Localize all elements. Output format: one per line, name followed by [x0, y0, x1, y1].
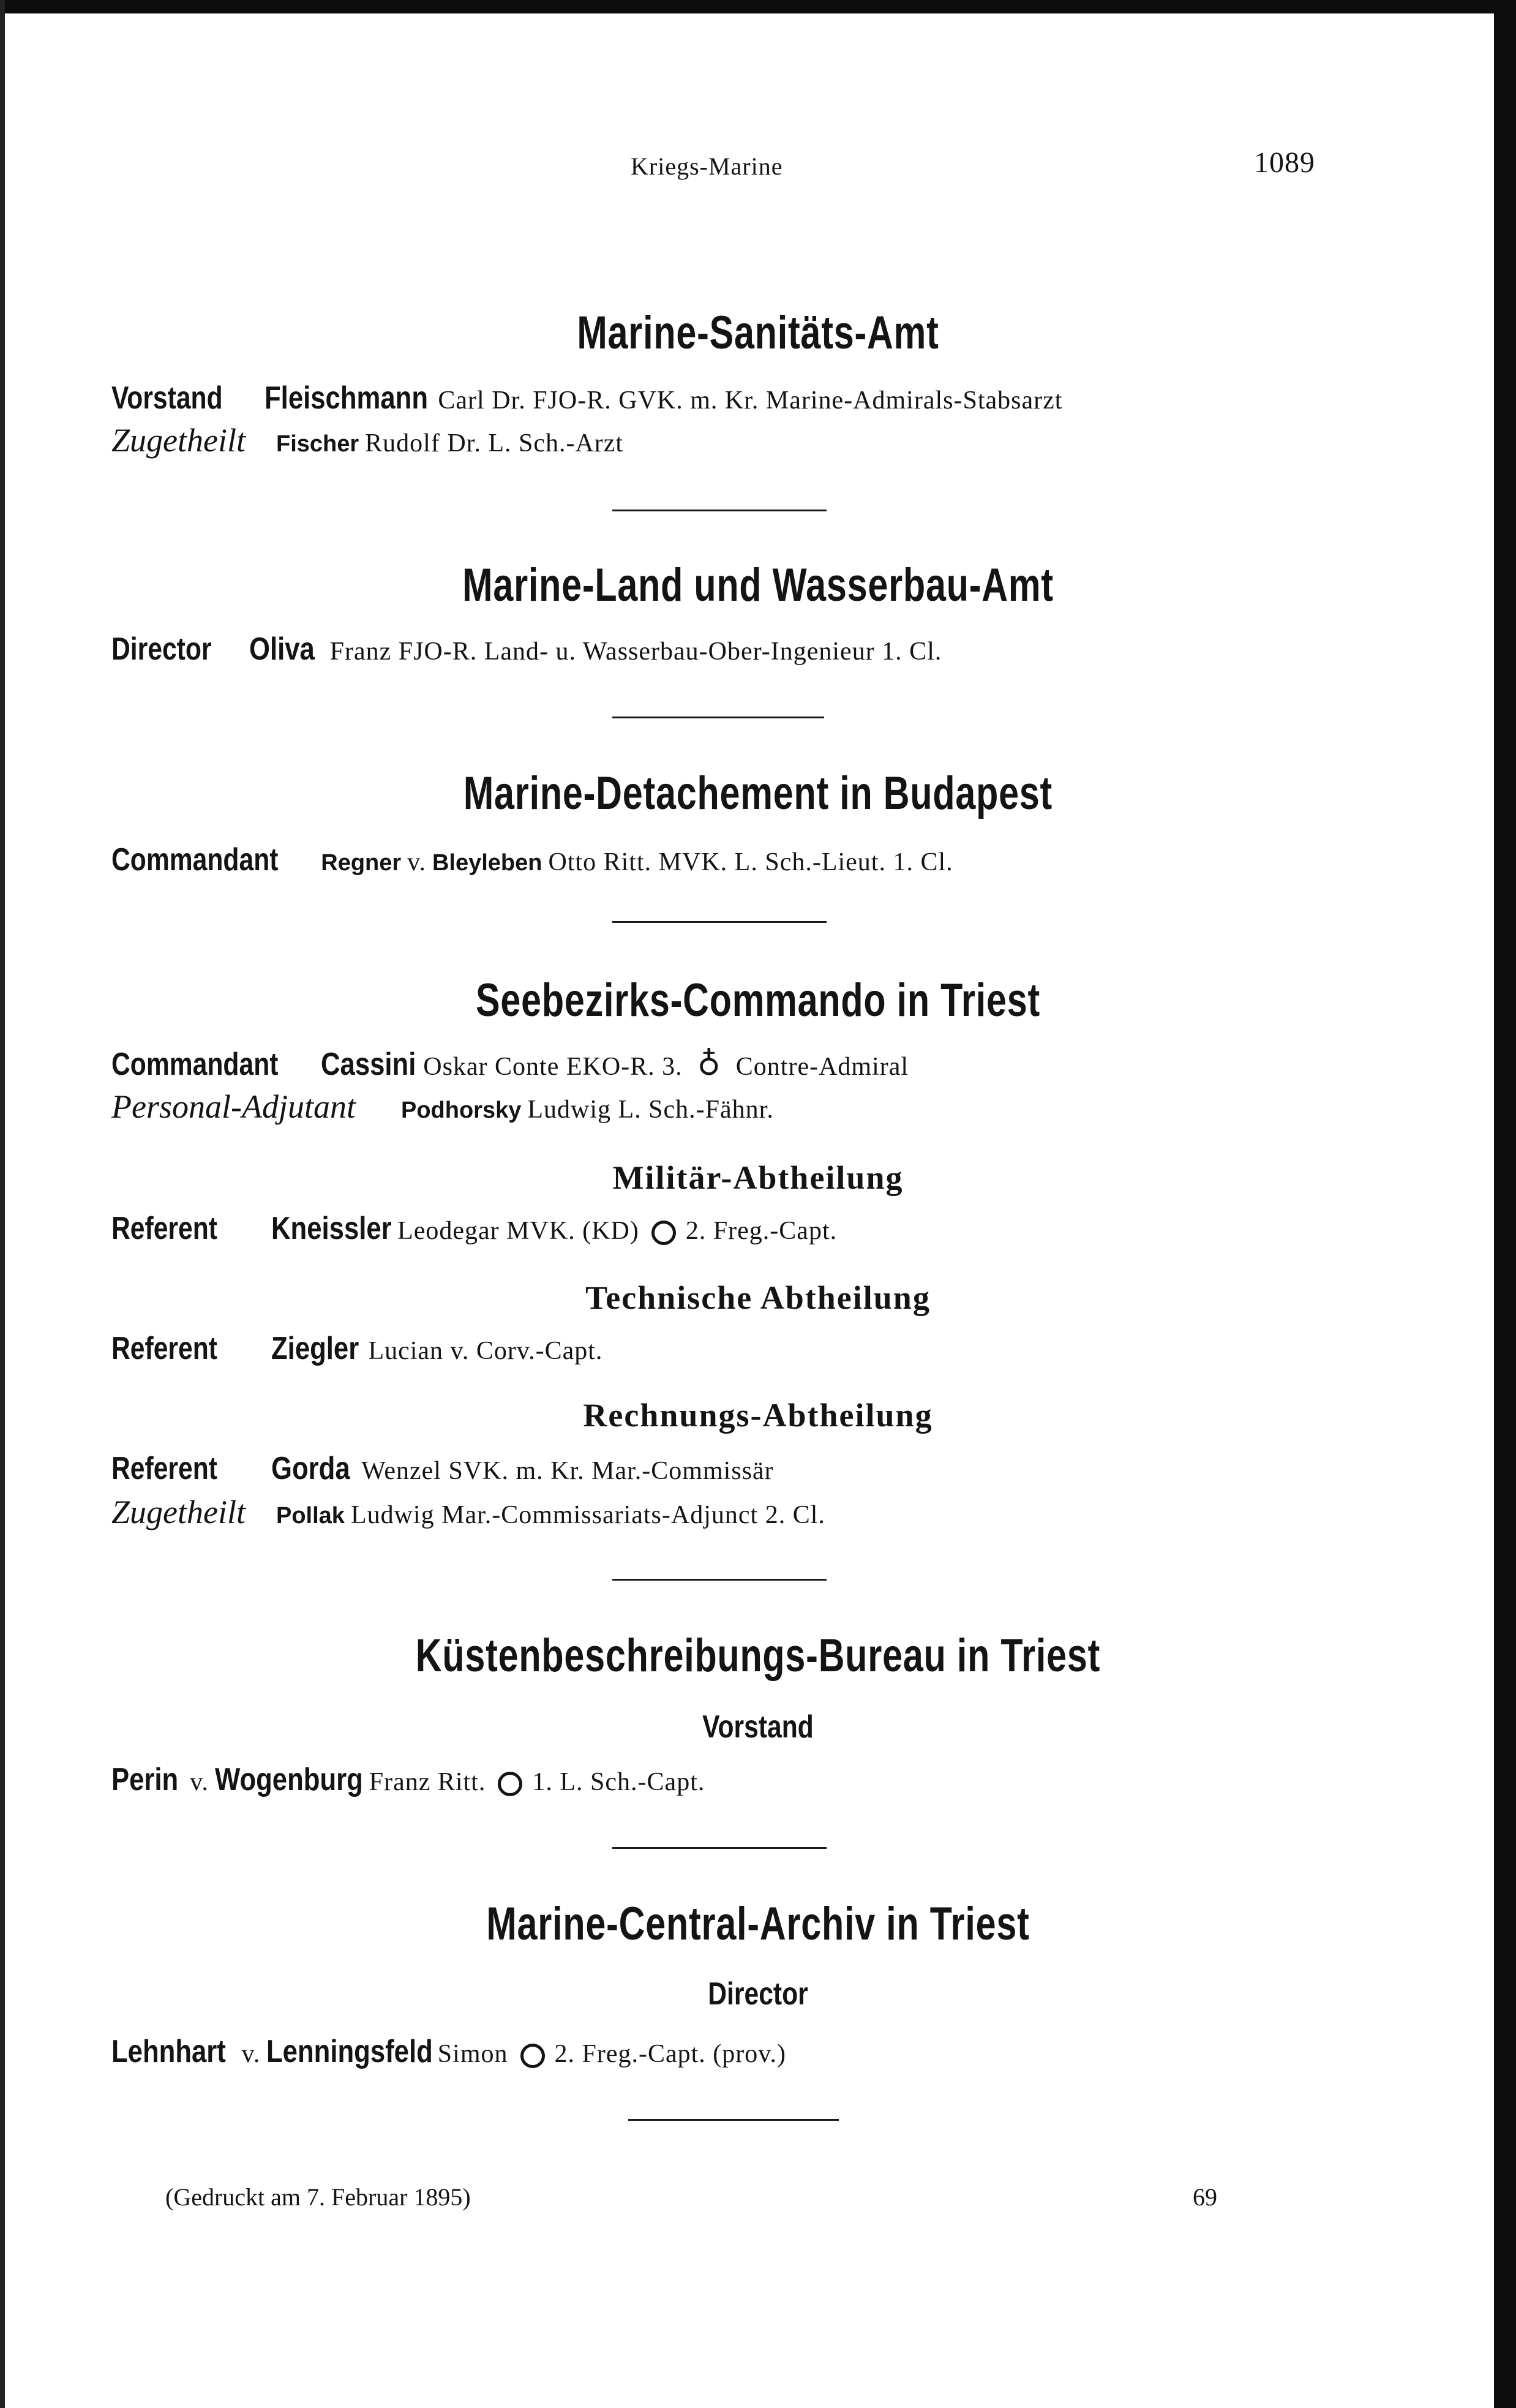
entry-name: Bleyleben	[432, 850, 542, 876]
divider	[612, 921, 827, 923]
entry-particle: v.	[190, 1768, 209, 1796]
entry-rank: 2. Freg.-Capt. (prov.)	[554, 2040, 787, 2068]
entry-particle: v.	[407, 848, 426, 876]
entry-role: Referent	[111, 1451, 217, 1486]
entry-role: Referent	[111, 1331, 217, 1366]
running-head: Kriegs-Marine	[631, 152, 783, 180]
order-circle-icon	[498, 1772, 522, 1796]
entry-role: Commandant	[111, 1047, 279, 1082]
entry-row	[111, 2033, 786, 2070]
entry-role: Director	[111, 631, 212, 667]
entry-details: Rudolf Dr. L. Sch.-Arzt	[365, 429, 624, 457]
divider	[612, 717, 824, 718]
entry-details: Simon	[437, 2040, 508, 2068]
divider	[612, 510, 827, 511]
entry-rank: 1. L. Sch.-Capt.	[532, 1768, 705, 1796]
entry-row	[111, 421, 623, 459]
entry-row	[111, 1493, 825, 1531]
entry-particle: v.	[241, 2040, 261, 2068]
subsection-title: Technische Abtheilung	[585, 1279, 931, 1316]
entry-name: Ziegler	[271, 1331, 359, 1366]
section-title-detachement-budapest: Marine-Detachement in Budapest	[463, 767, 1053, 819]
entry-row	[111, 1088, 774, 1126]
signature-number: 69	[1193, 2183, 1217, 2211]
page-number: 1089	[1254, 146, 1315, 179]
subsection-title: Director	[708, 1976, 808, 2012]
order-circle-icon	[520, 2044, 545, 2068]
order-symbol-icon: ♁	[697, 1047, 721, 1082]
entry-row	[111, 1330, 602, 1367]
scan-border-left	[0, 0, 5, 2408]
entry-role: Zugetheilt	[111, 1494, 246, 1530]
entry-details: Oskar Conte EKO-R. 3.	[423, 1053, 683, 1081]
scan-border-top	[0, 0, 1516, 13]
entry-name: Fleischmann	[264, 380, 428, 416]
entry-name: Gorda	[271, 1451, 350, 1486]
divider	[612, 1579, 827, 1581]
entry-name: Regner	[321, 850, 402, 876]
divider	[612, 1847, 827, 1849]
entry-details: Wenzel SVK. m. Kr. Mar.-Commissär	[361, 1457, 774, 1485]
section-title-kuestenbeschreibungs-bureau: Küstenbeschreibungs-Bureau in Triest	[415, 1630, 1101, 1682]
entry-rank: Contre-Admiral	[735, 1053, 909, 1081]
subsection-title: Vorstand	[702, 1709, 814, 1745]
entry-name: Perin	[111, 1762, 179, 1797]
entry-details: Ludwig L. Sch.-Fähnr.	[527, 1096, 774, 1124]
entry-role: Personal-Adjutant	[111, 1088, 356, 1125]
entry-row	[111, 380, 1062, 416]
entry-role: Vorstand	[111, 380, 223, 416]
scan-border-right	[1494, 0, 1516, 2408]
entry-name: Kneissler	[271, 1211, 392, 1246]
entry-row	[111, 1210, 837, 1247]
entry-details: Ludwig Mar.-Commissariats-Adjunct 2. Cl.	[350, 1501, 825, 1529]
entry-role: Zugetheilt	[111, 422, 246, 459]
entry-details: Lucian v. Corv.-Capt.	[368, 1337, 603, 1365]
entry-name: Pollak	[276, 1503, 345, 1529]
section-title-wasserbau-amt: Marine-Land und Wasserbau-Amt	[462, 559, 1054, 611]
entry-rank: 2. Freg.-Capt.	[685, 1217, 838, 1245]
entry-name: Podhorsky	[400, 1097, 522, 1123]
entry-details: Carl Dr. FJO-R. GVK. m. Kr. Marine-Admirals-Stabsarzt	[438, 386, 1063, 415]
section-title-seebezirks-commando: Seebezirks-Commando in Triest	[476, 974, 1040, 1026]
section-title-sanitaets-amt: Marine-Sanitäts-Amt	[577, 307, 939, 359]
divider	[628, 2119, 839, 2121]
entry-name: Lenningsfeld	[266, 2034, 433, 2069]
entry-row	[111, 1761, 705, 1798]
entry-name: Oliva	[249, 631, 315, 667]
print-date: (Gedruckt am 7. Februar 1895)	[165, 2183, 471, 2211]
entry-role: Referent	[111, 1211, 217, 1246]
entry-name: Cassini	[321, 1047, 416, 1082]
entry-role: Commandant	[111, 842, 279, 878]
subsection-title: Rechnungs-Abtheilung	[583, 1397, 933, 1434]
entry-details: Franz Ritt.	[369, 1768, 486, 1796]
subsection-title: Militär-Abtheilung	[612, 1159, 904, 1196]
entry-row	[111, 1046, 909, 1083]
entry-row	[111, 631, 942, 668]
entry-row	[111, 841, 953, 878]
entry-name: Fischer	[276, 431, 359, 457]
order-circle-icon	[651, 1221, 676, 1245]
entry-details: Otto Ritt. MVK. L. Sch.-Lieut. 1. Cl.	[548, 848, 953, 876]
entry-details: Leodegar MVK. (KD)	[397, 1217, 639, 1245]
entry-row	[111, 1450, 774, 1487]
section-title-central-archiv: Marine-Central-Archiv in Triest	[486, 1898, 1030, 1950]
entry-name: Wogenburg	[214, 1762, 363, 1797]
entry-name: Lehnhart	[111, 2034, 226, 2069]
entry-details: Franz FJO-R. Land- u. Wasserbau-Ober-Ingenieur 1. Cl.	[329, 638, 942, 666]
